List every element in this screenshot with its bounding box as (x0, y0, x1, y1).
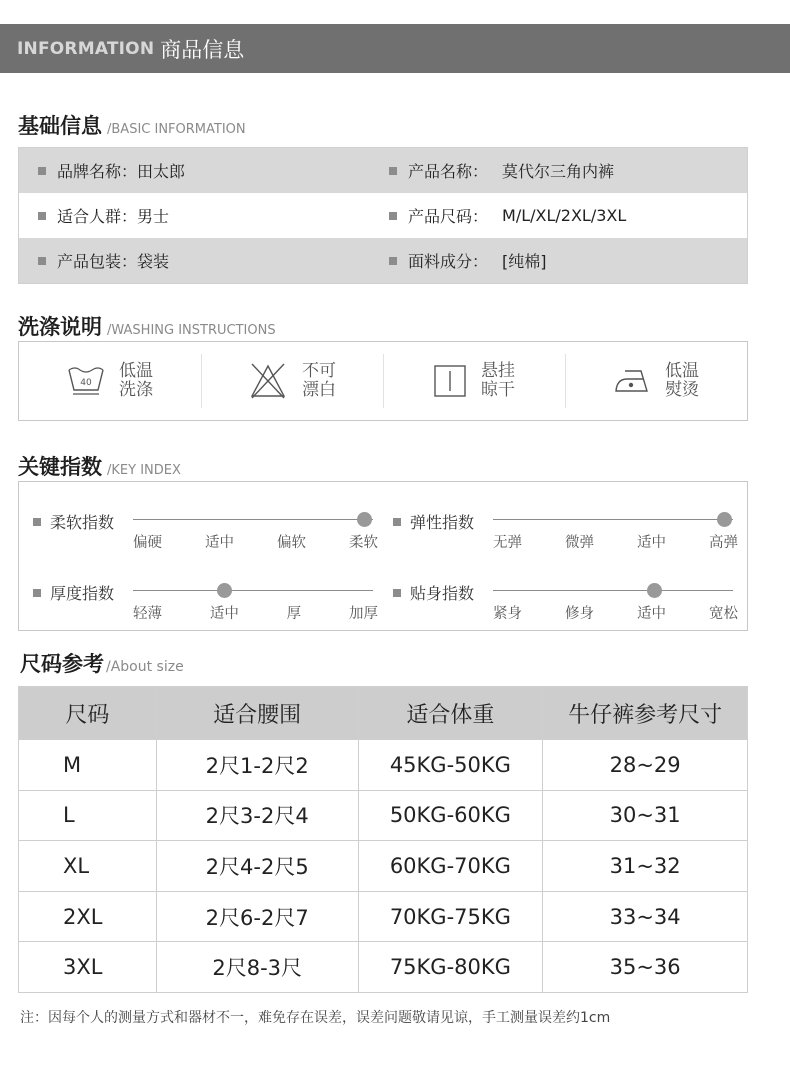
wash-label-line1: 不可 (302, 361, 336, 381)
table-row (19, 942, 748, 993)
table-cell: 70KG-75KG (358, 891, 543, 942)
wash-label-line2: 洗涤 (119, 380, 153, 400)
key-index-panel (18, 481, 748, 631)
index-tick: 厚 (286, 606, 302, 622)
index-level-dot (717, 512, 732, 527)
table-cell: 35~36 (543, 942, 748, 993)
banner-title-cn: 商品信息 (160, 37, 245, 62)
table-cell: 75KG-80KG (358, 942, 543, 993)
index-tick: 轻薄 (133, 606, 162, 622)
index-elasticity (379, 492, 739, 551)
no-bleach-icon (248, 362, 288, 400)
wash-label-line1: 低温 (119, 361, 153, 381)
index-tick: 适中 (205, 535, 234, 551)
basic-value: M/L/XL/2XL/3XL (502, 206, 627, 225)
table-cell: 31~32 (543, 841, 748, 892)
table-cell: 50KG-60KG (358, 790, 543, 841)
index-track (493, 519, 733, 520)
table-cell: M (19, 740, 157, 791)
basic-value: 男士 (137, 207, 170, 226)
hang-dry-icon (433, 364, 467, 398)
index-tick: 修身 (565, 606, 594, 622)
basic-row (19, 193, 747, 238)
table-cell: XL (19, 841, 157, 892)
size-section-title (20, 648, 184, 678)
washing-subtitle: /WASHING INSTRUCTIONS (107, 323, 276, 338)
key-index-title: 关键指数 (18, 455, 102, 479)
key-index-section-title (18, 451, 181, 481)
index-tick: 宽松 (709, 606, 738, 622)
basic-value: 袋装 (137, 252, 170, 271)
table-row (19, 790, 748, 841)
table-cell: 60KG-70KG (358, 841, 543, 892)
wash-40-icon (67, 366, 105, 396)
wash-item (565, 342, 747, 420)
index-track (493, 590, 733, 591)
basic-value: 莫代尔三角内裤 (502, 162, 615, 181)
table-cell: 33~34 (543, 891, 748, 942)
index-track (133, 590, 373, 591)
bullet-square-icon (38, 167, 46, 175)
size-subtitle: /About size (106, 659, 184, 675)
index-label: 柔软指数 (50, 513, 115, 532)
table-cell: 2尺4-2尺5 (156, 841, 358, 892)
index-tick: 偏硬 (133, 535, 162, 551)
key-index-subtitle: /KEY INDEX (107, 463, 181, 478)
index-tick: 适中 (637, 535, 666, 551)
basic-section-title (18, 110, 246, 140)
index-label: 厚度指数 (50, 584, 115, 603)
table-cell: 2XL (19, 891, 157, 942)
basic-title: 基础信息 (18, 114, 102, 138)
basic-value: 田太郎 (137, 162, 186, 181)
table-header: 适合腰围 (156, 687, 358, 740)
basic-row (19, 238, 747, 283)
wash-label-line2: 晾干 (481, 380, 515, 400)
index-thickness (19, 563, 379, 622)
index-tick: 紧身 (493, 606, 522, 622)
basic-value: [纯棉] (502, 252, 547, 271)
table-cell: 2尺8-3尺 (156, 942, 358, 993)
bullet-square-icon (33, 518, 41, 526)
table-row (19, 740, 748, 791)
basic-row (19, 148, 747, 193)
wash-item (383, 342, 565, 420)
table-cell: 30~31 (543, 790, 748, 841)
table-cell: 45KG-50KG (358, 740, 543, 791)
index-track (133, 519, 373, 520)
wash-item (19, 342, 201, 420)
banner-title-en: INFORMATION (17, 38, 155, 59)
bullet-square-icon (389, 212, 397, 220)
bullet-square-icon (393, 589, 401, 597)
info-banner (0, 24, 790, 73)
basic-key: 适合人群： (57, 207, 138, 226)
index-tick: 适中 (209, 606, 239, 622)
bullet-square-icon (38, 257, 46, 265)
index-tick: 加厚 (348, 606, 378, 622)
size-title: 尺码参考 (20, 652, 104, 676)
index-level-dot (647, 583, 662, 598)
index-tick: 微弹 (565, 535, 594, 551)
table-row (19, 841, 748, 892)
table-header-row (19, 687, 748, 740)
washing-title: 洗涤说明 (18, 315, 102, 339)
svg-text:40: 40 (80, 378, 92, 388)
basic-key: 产品包装： (57, 252, 138, 271)
table-header: 适合体重 (358, 687, 543, 740)
bullet-square-icon (393, 518, 401, 526)
bullet-square-icon (38, 212, 46, 220)
index-label: 贴身指数 (410, 584, 475, 603)
index-level-dot (217, 583, 232, 598)
washing-panel (18, 341, 748, 421)
wash-label-line1: 低温 (665, 361, 699, 381)
index-tick: 高弹 (709, 535, 738, 551)
index-softness (19, 492, 379, 551)
washing-section-title (18, 311, 276, 341)
bullet-square-icon (389, 167, 397, 175)
bullet-square-icon (389, 257, 397, 265)
index-tick: 柔软 (349, 535, 378, 551)
basic-info-table (18, 147, 748, 284)
table-cell: 2尺1-2尺2 (156, 740, 358, 791)
index-tick: 无弹 (493, 535, 522, 551)
index-label: 弹性指数 (410, 513, 475, 532)
table-cell: 2尺3-2尺4 (156, 790, 358, 841)
basic-key: 面料成分： (408, 252, 489, 271)
measurement-note: 注：因每个人的测量方式和器材不一，难免存在误差，误差问题敬请见谅，手工测量误差约1cm (20, 1010, 611, 1026)
table-cell: 3XL (19, 942, 157, 993)
wash-label-line2: 漂白 (302, 380, 336, 400)
wash-label-line2: 熨烫 (665, 380, 699, 400)
bullet-square-icon (33, 589, 41, 597)
table-cell: 2尺6-2尺7 (156, 891, 358, 942)
basic-subtitle: /BASIC INFORMATION (107, 122, 246, 137)
basic-key: 品牌名称： (57, 162, 138, 181)
index-tick: 适中 (637, 606, 666, 622)
basic-key: 产品尺码： (408, 207, 489, 226)
wash-item (201, 342, 383, 420)
table-header: 牛仔裤参考尺寸 (543, 687, 748, 740)
table-header: 尺码 (19, 687, 157, 740)
iron-low-icon (613, 367, 651, 395)
basic-key: 产品名称： (408, 162, 489, 181)
size-table (18, 686, 748, 993)
index-level-dot (357, 512, 372, 527)
table-cell: L (19, 790, 157, 841)
table-row (19, 891, 748, 942)
wash-label-line1: 悬挂 (481, 361, 515, 381)
table-cell: 28~29 (543, 740, 748, 791)
index-fit (379, 563, 739, 622)
index-tick: 偏软 (277, 535, 306, 551)
